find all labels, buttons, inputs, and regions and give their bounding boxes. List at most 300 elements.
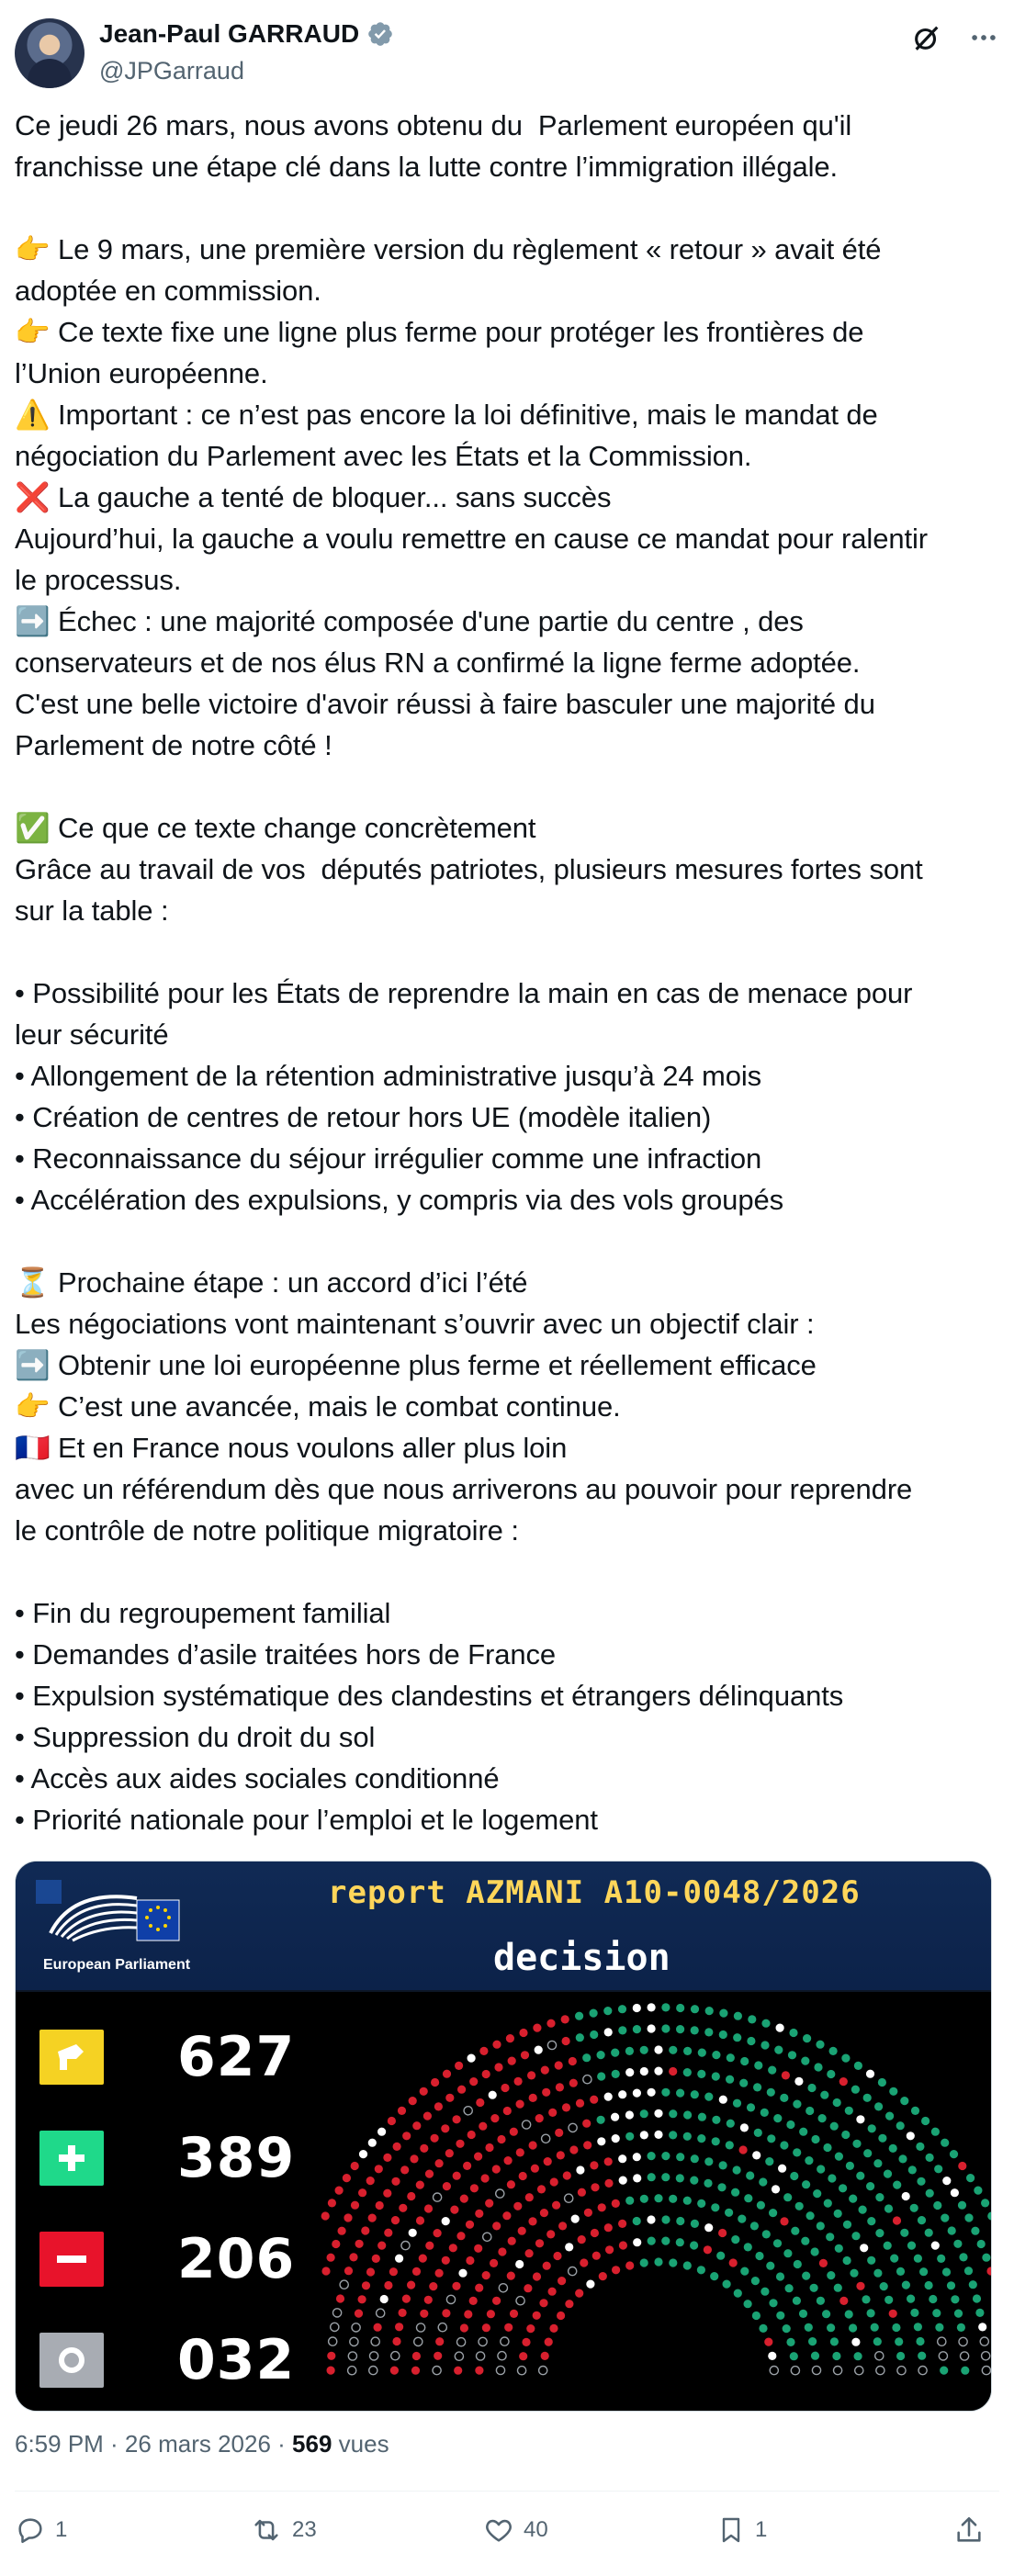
seat-dot — [425, 2170, 434, 2178]
seat-dot — [400, 2165, 409, 2174]
seat-dot — [772, 2185, 780, 2193]
seat-dot — [889, 2144, 897, 2153]
seat-dot — [691, 2154, 699, 2163]
seat-dot — [457, 2086, 466, 2094]
seat-dot — [343, 2174, 351, 2182]
tweet-text-line: Grâce au travail de vos députés patriotes, plusieurs mesures fortes sont — [15, 853, 923, 885]
seat-dot — [731, 2188, 739, 2197]
seat-dot — [987, 2211, 992, 2220]
seat-dot — [719, 2096, 727, 2104]
seat-dot — [625, 2068, 634, 2076]
seat-dot — [948, 2226, 956, 2234]
seat-dot — [849, 2323, 857, 2332]
seat-dot — [542, 2088, 550, 2097]
seat-dot — [793, 2297, 801, 2305]
report-title: report AZMANI A10-0048/2026 — [328, 1874, 861, 1911]
seat-dot — [698, 2049, 706, 2057]
seat-dot — [590, 2009, 598, 2018]
seat-dot — [731, 2235, 739, 2244]
seat-dot — [333, 2309, 342, 2317]
seat-dot — [583, 2141, 592, 2149]
tweet-text-line: conservateurs et de nos élus RN a confirmé la ligne ferme adoptée. — [15, 647, 861, 679]
seat-dot — [391, 2216, 400, 2224]
share-button[interactable] — [953, 2514, 985, 2546]
seat-dot — [676, 2238, 684, 2246]
seat-dot — [896, 2267, 905, 2276]
seat-dot — [911, 2107, 919, 2115]
seat-dot — [783, 2324, 791, 2333]
seat-dot — [370, 2352, 378, 2360]
seat-dot — [690, 2177, 698, 2185]
tweet-text-line: Ce jeudi 26 mars, nous avons obtenu du Parlement européen qu'il — [15, 109, 852, 141]
seat-dot — [752, 2312, 760, 2320]
grok-icon[interactable] — [911, 22, 942, 53]
seat-dot — [978, 2323, 986, 2331]
seat-dot — [856, 2282, 864, 2290]
seat-dot — [338, 2227, 346, 2235]
seat-dot — [516, 2297, 524, 2305]
seat-dot — [419, 2255, 427, 2263]
seat-dot — [470, 2184, 479, 2192]
seat-dot — [516, 2148, 524, 2156]
seat-dot — [420, 2310, 428, 2318]
seat-dot — [502, 2211, 511, 2220]
seat-dot — [384, 2281, 392, 2289]
seat-dot — [898, 2154, 907, 2163]
tweet-image[interactable] — [15, 1861, 992, 2412]
seat-dot — [358, 2188, 366, 2197]
seat-dot — [618, 2005, 626, 2013]
seat-dot — [849, 2195, 857, 2203]
seat-dot — [550, 2177, 558, 2186]
seat-dot — [412, 2267, 421, 2276]
seat-dot — [435, 2337, 444, 2345]
seat-dot — [669, 2046, 677, 2054]
seat-dot — [569, 2057, 577, 2065]
seat-dot — [640, 2131, 648, 2139]
seat-dot — [654, 2257, 662, 2266]
seat-dot — [561, 2015, 569, 2023]
seat-dot — [578, 2235, 586, 2244]
seat-dot — [648, 2152, 656, 2160]
seat-dot — [327, 2254, 335, 2262]
seat-dot — [862, 2295, 870, 2303]
seat-dot — [654, 2131, 662, 2139]
seat-dot — [873, 2337, 882, 2345]
seat-dot — [921, 2117, 930, 2125]
seat-dot — [727, 2120, 735, 2128]
seat-dot — [350, 2337, 358, 2345]
seat-dot — [597, 2072, 605, 2080]
seat-dot — [490, 2114, 499, 2122]
seat-dot — [625, 2197, 634, 2205]
seat-dot — [501, 2337, 509, 2345]
seat-dot — [795, 2202, 804, 2210]
seat-dot — [599, 2272, 607, 2280]
tweet-text-line: • Expulsion systématique des clandestins et étrangers délinquants — [15, 1680, 844, 1712]
seat-dot — [496, 2189, 504, 2198]
seat-dot — [866, 2070, 874, 2078]
seat-dot — [625, 2110, 634, 2119]
seat-dot — [929, 2295, 937, 2303]
timestamp[interactable]: 6:59 PM · 26 mars 2026 · — [15, 2430, 293, 2458]
seat-dot — [402, 2132, 411, 2140]
seat-dot — [477, 2352, 485, 2360]
seat-dot — [648, 2003, 656, 2011]
seat-dot — [780, 2217, 788, 2225]
seat-dot — [691, 2220, 699, 2228]
seat-dot — [895, 2337, 903, 2345]
seat-dot — [529, 2141, 537, 2149]
seat-dot — [811, 2247, 819, 2255]
seat-dot — [935, 2323, 943, 2332]
tweet-text-line: ⚠️ Important : ce n’est pas encore la loi définitive, mais le mandat de — [15, 399, 878, 431]
seat-dot — [866, 2182, 874, 2190]
seat-dot — [925, 2229, 933, 2237]
seat-dot — [783, 2249, 792, 2257]
seat-dot — [533, 2024, 541, 2032]
seat-dot — [535, 2114, 544, 2122]
seat-dot — [710, 2272, 718, 2280]
seat-dot — [661, 2152, 670, 2160]
seat-dot — [950, 2150, 958, 2158]
seat-dot — [661, 2024, 670, 2032]
seat-dot — [640, 2195, 648, 2203]
seat-dot — [951, 2188, 959, 2197]
seat-dot — [871, 2323, 879, 2332]
seat-dot — [768, 2066, 776, 2075]
seat-dot — [835, 2244, 843, 2253]
seat-dot — [752, 2151, 760, 2159]
seat-dot — [533, 2272, 541, 2280]
seat-dot — [940, 2367, 948, 2375]
seat-dot — [750, 2222, 759, 2230]
seat-dot — [880, 2282, 888, 2290]
tweet-text-line: avec un référendum dès que nous arriverons au pouvoir pour reprendre — [15, 1473, 913, 1505]
seat-dot — [463, 2162, 471, 2170]
seat-dot — [555, 2129, 563, 2137]
divider — [15, 2491, 999, 2492]
seat-dot — [947, 2281, 955, 2289]
seat-dot — [399, 2309, 407, 2317]
seat-dot — [794, 2077, 803, 2086]
seat-dot — [466, 2221, 474, 2229]
seat-dot — [352, 2323, 360, 2332]
seat-dot — [874, 2102, 883, 2110]
seat-dot — [896, 2352, 905, 2360]
seat-dot — [507, 2180, 515, 2188]
vote-banner — [16, 1862, 991, 1990]
verified-badge-icon — [366, 20, 394, 48]
seat-dot — [669, 2109, 677, 2118]
seat-dot — [569, 2079, 578, 2087]
seat-dot — [794, 2260, 802, 2268]
tweet-text-line: ❌ La gauche a tenté de bloquer... sans succès — [15, 481, 612, 513]
seat-dot — [748, 2015, 756, 2023]
seat-dot — [805, 2156, 813, 2165]
seat-dot — [321, 2211, 330, 2220]
seat-dot — [958, 2201, 966, 2210]
tweet-text-line — [15, 187, 1001, 229]
seat-dot — [492, 2165, 501, 2173]
seat-dot — [806, 2107, 814, 2115]
seat-dot — [851, 2232, 860, 2240]
seat-dot — [384, 2229, 392, 2237]
tweet-text-line: • Demandes d’asile traitées hors de France — [15, 1638, 557, 1670]
seat-dot — [575, 2289, 583, 2298]
present-icon — [39, 2030, 104, 2085]
seat-dot — [856, 2172, 864, 2180]
seat-dot — [691, 2026, 699, 2034]
repost-button[interactable] — [250, 2514, 317, 2546]
seat-dot — [977, 2240, 986, 2248]
seat-dot — [507, 2272, 515, 2280]
vote-row-for — [39, 2126, 296, 2190]
seat-dot — [856, 2115, 864, 2123]
seat-dot — [854, 2352, 862, 2360]
seat-dot — [934, 2165, 942, 2173]
seat-dot — [633, 2025, 641, 2033]
seat-dot — [492, 2222, 501, 2230]
seat-dot — [434, 2352, 442, 2360]
seat-dot — [801, 2057, 809, 2065]
seat-dot — [553, 2252, 561, 2260]
seat-dot — [719, 2030, 727, 2039]
seat-dot — [460, 2323, 468, 2332]
seat-dot — [676, 2217, 684, 2225]
seat-dot — [760, 2041, 769, 2049]
seat-dot — [892, 2323, 900, 2332]
seat-dot — [474, 2153, 482, 2161]
seat-dot — [558, 2222, 567, 2230]
seat-dot — [633, 2174, 641, 2182]
seat-dot — [494, 2063, 502, 2071]
tweet-text-line: ➡️ Échec : une majorité composée d'une partie du centre , des — [15, 605, 804, 637]
seat-dot — [633, 2238, 641, 2246]
bookmark-button[interactable] — [716, 2514, 767, 2546]
seat-dot — [785, 2284, 794, 2292]
seat-dot — [958, 2162, 966, 2170]
seat-dot — [873, 2159, 882, 2167]
seat-dot — [885, 2112, 894, 2120]
seat-dot — [669, 2131, 677, 2139]
seat-dot — [591, 2183, 599, 2191]
seat-dot — [805, 2323, 813, 2332]
seat-dot — [855, 2367, 863, 2375]
seat-dot — [739, 2145, 748, 2154]
seat-dot — [597, 2116, 605, 2124]
tweet-text-line: leur sécurité — [15, 1018, 169, 1051]
seat-dot — [816, 2041, 824, 2049]
seat-dot — [850, 2269, 858, 2278]
seat-dot — [401, 2242, 410, 2250]
seat-dot — [368, 2139, 377, 2147]
author-name-row — [99, 18, 394, 50]
seat-dot — [733, 2099, 741, 2108]
seat-dot — [854, 2062, 862, 2070]
seat-dot — [392, 2337, 400, 2345]
seat-dot — [515, 2260, 524, 2268]
author-name[interactable]: Jean-Paul GARRAUD — [99, 19, 360, 48]
share-icon — [953, 2514, 985, 2546]
seat-dot — [321, 2267, 330, 2275]
views-label: vues — [332, 2430, 389, 2458]
seat-dot — [807, 2084, 816, 2092]
seat-dot — [529, 2094, 537, 2102]
hemicycle-seat-chart — [319, 1992, 992, 2411]
seat-dot — [380, 2295, 389, 2303]
seat-dot — [690, 2241, 698, 2249]
more-icon[interactable] — [968, 22, 999, 53]
seat-dot — [712, 2051, 720, 2059]
seat-dot — [489, 2091, 497, 2099]
seat-dot — [618, 2026, 626, 2034]
seat-dot — [893, 2181, 901, 2189]
seat-dot — [640, 2067, 648, 2075]
seat-dot — [982, 2352, 990, 2360]
vote-row-against — [39, 2227, 296, 2291]
seat-dot — [344, 2213, 352, 2222]
seat-dot — [729, 2258, 738, 2267]
seat-dot — [417, 2323, 425, 2332]
seat-dot — [765, 2157, 773, 2165]
seat-dot — [590, 2096, 598, 2104]
seat-dot — [604, 2157, 613, 2165]
seat-dot — [562, 2037, 570, 2045]
seat-dot — [604, 2093, 613, 2101]
seat-dot — [388, 2117, 396, 2125]
seat-dot — [633, 2089, 641, 2098]
seat-dot — [951, 2295, 959, 2303]
seat-dot — [799, 2128, 807, 2136]
seat-dot — [908, 2165, 917, 2174]
seat-dot — [773, 2239, 782, 2247]
seat-dot — [434, 2102, 443, 2110]
seat-dot — [916, 2337, 924, 2345]
seat-dot — [604, 2028, 613, 2036]
seat-dot — [441, 2124, 449, 2132]
seat-dot — [390, 2367, 399, 2375]
seat-dot — [633, 2004, 641, 2012]
author-handle[interactable]: @JPGarraud — [99, 57, 244, 84]
seat-dot — [933, 2201, 941, 2210]
seat-dot — [604, 2223, 613, 2232]
seat-dot — [884, 2170, 892, 2178]
seat-dot — [590, 2161, 598, 2169]
seat-dot — [776, 2272, 784, 2280]
seat-dot — [578, 2188, 586, 2197]
seat-dot — [704, 2028, 713, 2036]
seat-dot — [391, 2352, 400, 2360]
seat-dot — [460, 2195, 468, 2203]
like-button[interactable] — [483, 2514, 548, 2546]
seat-dot — [725, 2209, 733, 2217]
seat-dot — [789, 2029, 797, 2037]
seat-dot — [851, 2086, 860, 2094]
seat-dot — [605, 2245, 614, 2254]
seat-dot — [420, 2144, 428, 2153]
seat-dot — [676, 2174, 684, 2182]
seat-dot — [557, 2151, 565, 2159]
tweet-text-line: 🇫🇷 Et en France nous voulons aller plus loin — [15, 1432, 568, 1464]
seat-dot — [475, 2210, 483, 2218]
seat-dot — [569, 2145, 578, 2154]
seat-dot — [759, 2324, 767, 2333]
seat-dot — [499, 2284, 507, 2292]
seat-dot — [790, 2172, 798, 2180]
seat-dot — [407, 2281, 415, 2289]
seat-dot — [395, 2323, 403, 2331]
seat-dot — [971, 2227, 979, 2235]
seat-dot — [569, 2267, 577, 2276]
seat-dot — [468, 2054, 476, 2063]
seat-dot — [504, 2156, 513, 2165]
seat-dot — [897, 2367, 906, 2375]
tweet-text-line: 👉 C’est une avancée, mais le combat continue. — [15, 1390, 621, 1423]
seat-dot — [769, 2299, 777, 2307]
seat-dot — [884, 2242, 892, 2250]
header-actions — [911, 22, 999, 53]
seat-dot — [788, 2051, 796, 2059]
seat-dot — [591, 2229, 599, 2237]
reply-button[interactable] — [15, 2514, 67, 2546]
seat-dot — [490, 2259, 498, 2267]
seat-dot — [533, 2312, 541, 2320]
seat-dot — [435, 2269, 444, 2278]
tweet-text-line: • Accélération des expulsions, y compris via des vols groupés — [15, 1184, 784, 1216]
seat-dot — [424, 2296, 433, 2304]
seat-dot — [834, 2367, 842, 2375]
seat-dot — [420, 2087, 428, 2096]
seat-dot — [817, 2165, 825, 2173]
seat-dot — [747, 2103, 755, 2111]
seat-dot — [964, 2267, 973, 2275]
seat-dot — [508, 2237, 516, 2245]
seat-dot — [429, 2282, 437, 2290]
seat-dot — [501, 2084, 509, 2092]
tweet-text-line: 👉 Ce texte fixe une ligne plus ferme pour protéger les frontières de — [15, 316, 864, 348]
seat-dot — [661, 2237, 670, 2245]
seat-dot — [824, 2199, 832, 2208]
seat-dot — [759, 2177, 767, 2186]
seat-dot — [744, 2300, 752, 2308]
seat-dot — [555, 2061, 563, 2069]
seat-dot — [851, 2338, 860, 2346]
seat-dot — [455, 2352, 463, 2360]
avatar[interactable] — [15, 18, 84, 88]
seat-dot — [835, 2153, 843, 2161]
tweet-text-line: ⏳ Prochaine étape : un accord d’ici l’été — [15, 1266, 528, 1299]
seat-dot — [746, 2171, 754, 2179]
seat-dot — [757, 2201, 765, 2210]
seat-dot — [625, 2047, 634, 2055]
seat-dot — [414, 2337, 422, 2345]
seat-dot — [450, 2206, 458, 2214]
seat-dot — [393, 2143, 401, 2151]
seat-dot — [683, 2047, 692, 2055]
seat-dot — [355, 2240, 364, 2248]
seat-dot — [455, 2062, 463, 2070]
seat-dot — [592, 2252, 601, 2260]
seat-dot — [826, 2233, 834, 2241]
seat-dot — [661, 2003, 670, 2011]
seat-dot — [366, 2267, 375, 2276]
seat-dot — [466, 2256, 474, 2265]
tweet-text-line: adoptée en commission. — [15, 275, 321, 307]
seat-dot — [907, 2132, 915, 2140]
seat-dot — [445, 2149, 454, 2157]
tweet-text-line: • Allongement de la rétention administrative jusqu’à 24 mois — [15, 1060, 762, 1092]
